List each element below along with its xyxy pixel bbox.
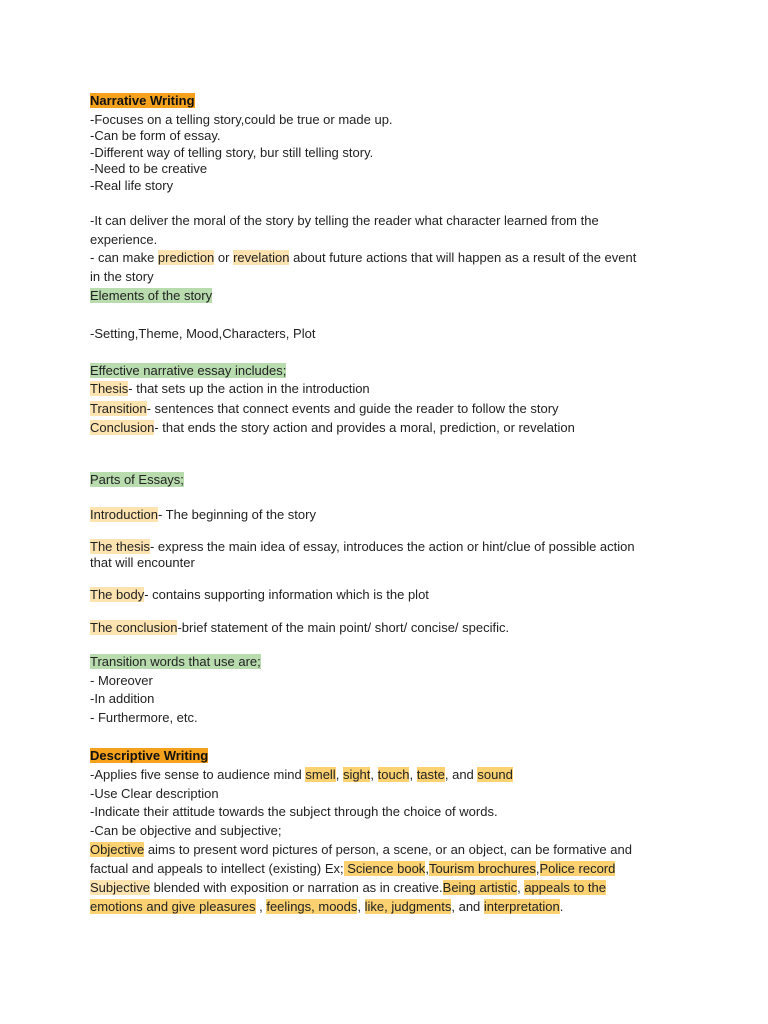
descriptive-bullet: -Use Clear description — [90, 786, 219, 801]
subjective-term: Subjective — [90, 880, 150, 895]
transition-line — [90, 401, 559, 417]
text-run: , — [335, 767, 343, 782]
text-run: , — [425, 861, 429, 876]
text-run: blended with exposition or narration as in creative. — [149, 880, 443, 895]
transition-words-heading-text: Transition words that use are; — [90, 654, 261, 669]
elements-list: -Setting,Theme, Mood,Characters, Plot — [90, 326, 316, 341]
text-run: , — [357, 899, 365, 914]
smell-highlight: smell — [305, 767, 336, 782]
parts-heading — [90, 472, 184, 488]
conclusion-term: Conclusion — [90, 420, 155, 435]
transition-word: - Furthermore, etc. — [90, 710, 198, 725]
moral-line: -It can deliver the moral of the story by telling the reader what character learned from the — [90, 213, 599, 228]
text-run: - that ends the story action and provides a moral, prediction, or revelation — [154, 420, 575, 435]
transition-word: - Moreover — [90, 673, 153, 688]
descriptive-bullet: -Indicate their attitude towards the subject through the choice of words. — [90, 804, 498, 819]
text-run: . — [559, 899, 564, 914]
narrative-bullet: -Real life story — [90, 178, 174, 193]
text-run: - contains supporting information which is the plot — [144, 587, 429, 602]
objective-line — [90, 861, 615, 877]
judgments-highlight: like, judgments — [364, 899, 452, 914]
text-run: , and — [451, 899, 484, 914]
descriptive-heading — [90, 748, 208, 764]
feelings-highlight: feelings, moods — [266, 899, 358, 914]
text-run: , and — [444, 767, 478, 782]
subjective-line — [90, 880, 606, 896]
effective-heading — [90, 363, 286, 379]
senses-line — [90, 767, 513, 783]
narrative-bullet: -Can be form of essay. — [90, 128, 221, 143]
sound-highlight: sound — [477, 767, 513, 782]
appeals-highlight: appeals to the — [524, 880, 606, 895]
intro-line — [90, 507, 316, 523]
transition-word: -In addition — [90, 691, 155, 706]
thesis2-term: The thesis — [90, 539, 150, 554]
thesis2-line — [90, 539, 635, 555]
text-run: aims to present word pictures of person, a scene, or an object, can be formative and — [144, 842, 632, 857]
transition-term: Transition — [90, 401, 147, 416]
parts-heading-text: Parts of Essays; — [90, 472, 184, 487]
intro-term: Introduction — [90, 507, 158, 522]
text-run: - The beginning of the story — [157, 507, 316, 522]
text-run: - can make — [90, 250, 158, 265]
objective-term: Objective — [90, 842, 145, 857]
moral-line: experience. — [90, 232, 158, 247]
narrative-bullet: -Different way of telling story, bur still telling story. — [90, 145, 374, 160]
descriptive-bullet: -Can be objective and subjective; — [90, 823, 282, 838]
revelation-highlight: revelation — [233, 250, 290, 265]
conclusion2-term: The conclusion — [90, 620, 178, 635]
touch-highlight: touch — [377, 767, 410, 782]
narrative-bullet: -Focuses on a telling story,could be true or made up. — [90, 112, 393, 127]
being-artistic-highlight: Being artistic — [442, 880, 518, 895]
narrative-bullet: -Need to be creative — [90, 161, 208, 176]
descriptive-heading-text: Descriptive Writing — [90, 748, 209, 763]
text-run: , — [409, 767, 417, 782]
transition-words-heading — [90, 654, 261, 670]
emotions-highlight: emotions and give pleasures — [90, 899, 256, 914]
prediction-line: in the story — [90, 269, 154, 284]
effective-heading-text: Effective narrative essay includes; — [90, 363, 287, 378]
text-run: , — [370, 767, 378, 782]
prediction-highlight: prediction — [157, 250, 215, 265]
elements-heading — [90, 288, 212, 304]
conclusion-line — [90, 420, 575, 436]
text-run: or — [214, 250, 234, 265]
taste-highlight: taste — [416, 767, 445, 782]
text-run: , — [535, 861, 540, 876]
police-record-highlight: Police record — [539, 861, 616, 876]
science-book-highlight: Science book — [343, 861, 426, 876]
narrative-heading-text: Narrative Writing — [90, 93, 195, 108]
body-line — [90, 587, 429, 603]
conclusion2-line — [90, 620, 509, 636]
objective-line — [90, 842, 632, 858]
text-run: - sentences that connect events and guide the reader to follow the story — [146, 401, 559, 416]
interpretation-highlight: interpretation — [483, 899, 560, 914]
elements-heading-text: Elements of the story — [90, 288, 213, 303]
narrative-heading — [90, 93, 195, 109]
prediction-line — [90, 250, 636, 266]
text-run: about future actions that will happen as a result of the event — [289, 250, 637, 265]
tourism-highlight: Tourism brochures — [428, 861, 536, 876]
text-run: , — [517, 880, 525, 895]
text-run: factual and appeals to intellect (existing) Ex; — [90, 861, 344, 876]
text-run: , — [255, 899, 267, 914]
text-run: - express the main idea of essay, introduces the action or hint/clue of possible action — [149, 539, 635, 554]
thesis2-line: that will encounter — [90, 555, 195, 570]
thesis-term: Thesis — [90, 381, 129, 396]
text-run: -Applies five sense to audience mind — [90, 767, 306, 782]
body-term: The body — [90, 587, 145, 602]
thesis-line — [90, 381, 370, 397]
subjective-line — [90, 899, 563, 915]
text-run: -brief statement of the main point/ short/ concise/ specific. — [177, 620, 510, 635]
text-run: - that sets up the action in the introduction — [128, 381, 370, 396]
sight-highlight: sight — [342, 767, 371, 782]
